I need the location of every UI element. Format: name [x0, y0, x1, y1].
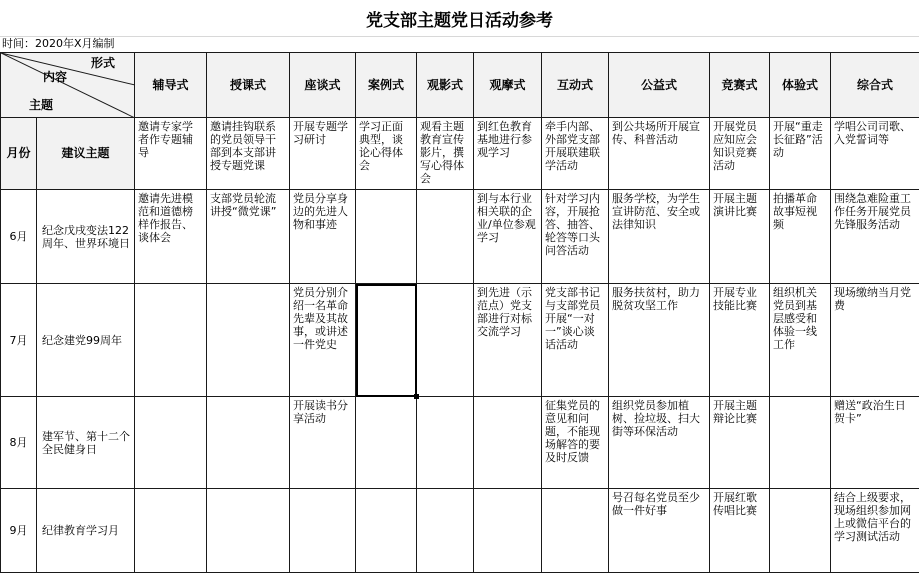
column-header[interactable]: 综合式: [831, 53, 919, 118]
column-header[interactable]: 体验式: [770, 53, 831, 118]
activity-cell[interactable]: 拍播革命故事短视频: [770, 190, 831, 284]
activity-cell[interactable]: [770, 397, 831, 489]
sheet-title: 党支部主题党日活动参考: [0, 0, 919, 37]
activity-cell[interactable]: 开展主题演讲比赛: [710, 190, 770, 284]
activity-cell[interactable]: [417, 489, 474, 573]
form-description[interactable]: 开展党员应知应会知识竞赛活动: [710, 118, 770, 190]
corner-label-theme: 主题: [29, 98, 54, 112]
activity-cell[interactable]: 服务扶贫村，助力脱贫攻坚工作: [609, 284, 710, 397]
activity-cell[interactable]: 党员分别介绍一名革命先辈及其故事，或讲述一件党史: [290, 284, 356, 397]
corner-header-cell[interactable]: [1, 53, 135, 118]
activity-cell[interactable]: 党员分享身边的先进人物和事迹: [290, 190, 356, 284]
form-description[interactable]: 学习正面典型，谈论心得体会: [356, 118, 417, 190]
column-header[interactable]: 竞赛式: [710, 53, 770, 118]
theme-cell[interactable]: 纪律教育学习月: [37, 489, 135, 573]
activity-cell[interactable]: 开展主题辩论比赛: [710, 397, 770, 489]
activity-cell[interactable]: [135, 489, 207, 573]
form-description[interactable]: 到红色教育基地进行参观学习: [474, 118, 542, 190]
activity-cell[interactable]: [417, 284, 474, 397]
form-description[interactable]: 牵手内部、外部党支部开展联建联学活动: [542, 118, 609, 190]
column-header[interactable]: 互动式: [542, 53, 609, 118]
activity-cell[interactable]: 党支部书记与支部党员开展“一对一”谈心谈话活动: [542, 284, 609, 397]
activity-cell[interactable]: 到与本行业相关联的企业/单位参观学习: [474, 190, 542, 284]
activity-cell[interactable]: [770, 489, 831, 573]
activity-cell[interactable]: [290, 489, 356, 573]
activity-cell[interactable]: 针对学习内容，开展抢答、抽答、轮答等口头问答活动: [542, 190, 609, 284]
activity-cell[interactable]: 到先进（示范点）党支部进行对标交流学习: [474, 284, 542, 397]
month-cell[interactable]: 6月: [1, 190, 37, 284]
activity-cell[interactable]: [474, 489, 542, 573]
column-header[interactable]: 辅导式: [135, 53, 207, 118]
activity-cell[interactable]: 开展专业技能比赛: [710, 284, 770, 397]
column-header[interactable]: 座谈式: [290, 53, 356, 118]
corner-label-content: 内容: [43, 70, 68, 84]
activity-cell[interactable]: 服务学校，为学生宣讲防范、安全或法律知识: [609, 190, 710, 284]
month-cell[interactable]: 9月: [1, 489, 37, 573]
activity-cell[interactable]: 开展红歌传唱比赛: [710, 489, 770, 573]
activity-cell[interactable]: 组织党员参加植树、捡垃圾、扫大街等环保活动: [609, 397, 710, 489]
activity-cell[interactable]: 赠送“政治生日贺卡”: [831, 397, 919, 489]
compile-date: 时间：2020年X月编制: [2, 37, 115, 50]
theme-cell[interactable]: 纪念建党99周年: [37, 284, 135, 397]
form-description[interactable]: 邀请挂钩联系的党员领导干部到本支部讲授专题党课: [207, 118, 290, 190]
form-description[interactable]: 到公共场所开展宣传、科普活动: [609, 118, 710, 190]
form-description[interactable]: 学唱公司司歌、入党誓词等: [831, 118, 919, 190]
activity-cell[interactable]: [207, 489, 290, 573]
column-header[interactable]: 观摩式: [474, 53, 542, 118]
theme-cell[interactable]: 建军节、第十二个全民健身日: [37, 397, 135, 489]
selected-cell[interactable]: [356, 284, 417, 397]
header-row: [1, 53, 919, 118]
activity-cell[interactable]: 号召每名党员至少做一件好事: [609, 489, 710, 573]
activity-cell[interactable]: 邀请先进模范和道德榜样作报告、谈体会: [135, 190, 207, 284]
form-description[interactable]: 观看主题教育宣传影片，撰写心得体会: [417, 118, 474, 190]
table-row: [1, 284, 919, 397]
month-cell[interactable]: 7月: [1, 284, 37, 397]
column-header[interactable]: 案例式: [356, 53, 417, 118]
form-description[interactable]: 开展“重走长征路”活动: [770, 118, 831, 190]
table-row: [1, 397, 919, 489]
activity-cell[interactable]: 组织机关党员到基层感受和体验一线工作: [770, 284, 831, 397]
activity-cell[interactable]: [417, 190, 474, 284]
form-description[interactable]: 邀请专家学者作专题辅导: [135, 118, 207, 190]
fill-handle[interactable]: [414, 394, 419, 399]
description-row: [1, 118, 919, 190]
activity-cell[interactable]: 开展读书分享活动: [290, 397, 356, 489]
month-header[interactable]: 月份: [1, 118, 37, 190]
column-header[interactable]: 公益式: [609, 53, 710, 118]
month-cell[interactable]: 8月: [1, 397, 37, 489]
theme-header[interactable]: 建议主题: [37, 118, 135, 190]
corner-label-form: 形式: [91, 56, 116, 70]
table-row: [1, 489, 919, 573]
table-row: [1, 190, 919, 284]
activity-cell[interactable]: [542, 489, 609, 573]
activity-cell[interactable]: 结合上级要求，现场组织参加网上或微信平台的学习测试活动: [831, 489, 919, 573]
activity-cell[interactable]: 征集党员的意见和问题，不能现场解答的要及时反馈: [542, 397, 609, 489]
activity-cell[interactable]: [207, 397, 290, 489]
activity-cell[interactable]: 支部党员轮流讲授“微党课”: [207, 190, 290, 284]
activity-cell[interactable]: [135, 284, 207, 397]
theme-cell[interactable]: 纪念戊戌变法122周年、世界环境日: [37, 190, 135, 284]
activity-cell[interactable]: [474, 397, 542, 489]
column-header[interactable]: 授课式: [207, 53, 290, 118]
activity-cell[interactable]: [356, 190, 417, 284]
activity-cell[interactable]: [356, 489, 417, 573]
column-header[interactable]: 观影式: [417, 53, 474, 118]
activity-cell[interactable]: [135, 397, 207, 489]
activity-cell[interactable]: 现场缴纳当月党费: [831, 284, 919, 397]
activity-cell[interactable]: [417, 397, 474, 489]
activity-cell[interactable]: 围绕急难险重工作任务开展党员先锋服务活动: [831, 190, 919, 284]
form-description[interactable]: 开展专题学习研讨: [290, 118, 356, 190]
activity-cell[interactable]: [207, 284, 290, 397]
activity-cell[interactable]: [356, 397, 417, 489]
activity-table: [0, 52, 919, 573]
